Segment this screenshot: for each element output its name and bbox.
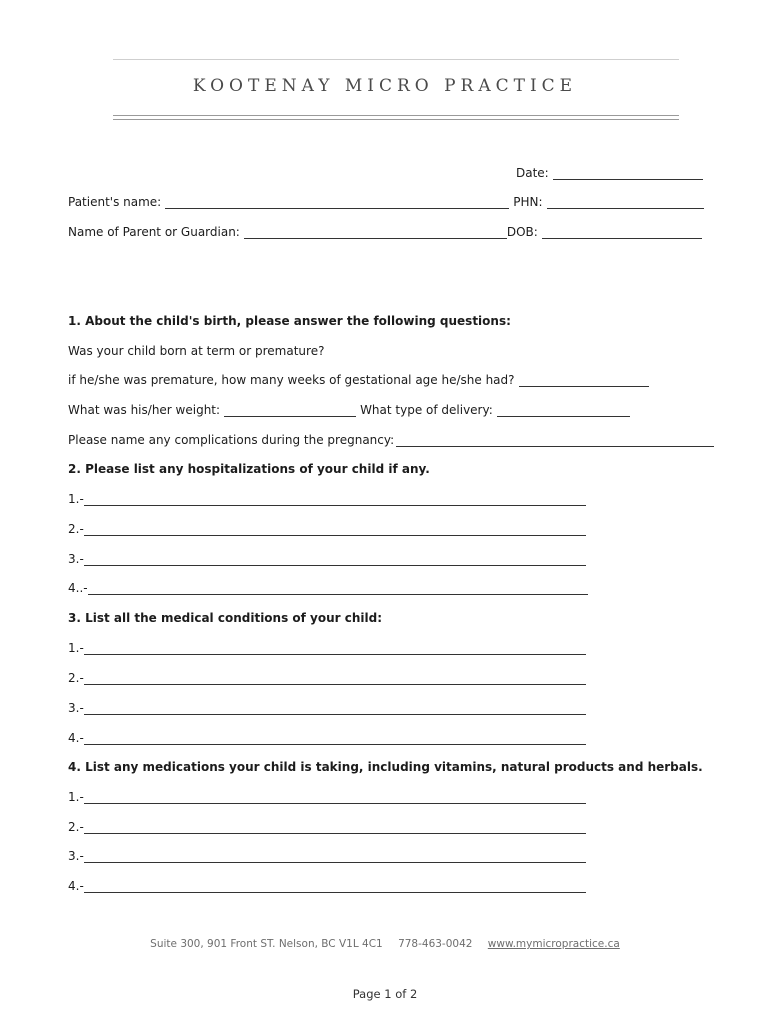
medication-field-2[interactable] bbox=[84, 822, 586, 834]
footer-address: Suite 300, 901 Front ST. Nelson, BC V1L 4C1 bbox=[150, 938, 383, 950]
condition-item bbox=[68, 731, 586, 745]
condition-item bbox=[68, 641, 586, 655]
condition-field-1[interactable] bbox=[84, 643, 586, 655]
complications-field[interactable] bbox=[396, 435, 714, 447]
hospitalization-field-2[interactable] bbox=[84, 524, 586, 536]
patient-name-label: Patient's name: bbox=[68, 195, 162, 209]
hospitalization-field-1[interactable] bbox=[84, 494, 586, 506]
date-field[interactable] bbox=[553, 168, 703, 180]
weeks-row bbox=[68, 373, 649, 387]
condition-item bbox=[68, 671, 586, 685]
footer-website-link[interactable]: www.mymicropractice.ca bbox=[487, 938, 620, 950]
condition-item bbox=[68, 701, 586, 715]
medication-field-4[interactable] bbox=[84, 881, 586, 893]
weight-row bbox=[68, 403, 630, 417]
complications-question: Please name any complications during the pregnancy: bbox=[68, 433, 395, 447]
item-number: 1.- bbox=[68, 492, 84, 506]
condition-field-3[interactable] bbox=[84, 703, 586, 715]
patient-row bbox=[68, 195, 704, 209]
section1-heading: 1. About the child's birth, please answer the following questions: bbox=[68, 314, 511, 328]
medication-item bbox=[68, 879, 586, 893]
practice-title: KOOTENAY MICRO PRACTICE bbox=[192, 76, 578, 96]
item-number: 2.- bbox=[68, 671, 84, 685]
hospitalization-item bbox=[68, 552, 586, 566]
item-number: 4..- bbox=[68, 581, 88, 595]
medication-field-3[interactable] bbox=[84, 851, 586, 863]
weight-question: What was his/her weight: bbox=[68, 403, 221, 417]
hospitalization-item bbox=[68, 522, 586, 536]
guardian-label: Name of Parent or Guardian: bbox=[68, 225, 240, 239]
section4-heading: 4. List any medications your child is taking, including vitamins, natural products and herbals. bbox=[68, 760, 703, 774]
item-number: 1.- bbox=[68, 641, 84, 655]
dob-field[interactable] bbox=[542, 227, 702, 239]
hospitalization-field-4[interactable] bbox=[88, 583, 588, 595]
term-question: Was your child born at term or premature? bbox=[68, 344, 325, 358]
item-number: 1.- bbox=[68, 790, 84, 804]
phn-field[interactable] bbox=[547, 197, 704, 209]
footer bbox=[0, 938, 770, 950]
weight-field[interactable] bbox=[224, 405, 356, 417]
hospitalization-item bbox=[68, 581, 588, 595]
footer-phone: 778-463-0042 bbox=[398, 938, 473, 950]
weeks-field[interactable] bbox=[519, 375, 649, 387]
item-number: 4.- bbox=[68, 731, 84, 745]
condition-field-4[interactable] bbox=[84, 733, 586, 745]
hospitalization-field-3[interactable] bbox=[84, 554, 586, 566]
item-number: 3.- bbox=[68, 849, 84, 863]
delivery-field[interactable] bbox=[497, 405, 630, 417]
phn-label: PHN: bbox=[513, 195, 543, 209]
medication-item bbox=[68, 790, 586, 804]
item-number: 2.- bbox=[68, 522, 84, 536]
complications-row bbox=[68, 433, 714, 447]
page-number: Page 1 of 2 bbox=[352, 987, 418, 1001]
weeks-question: if he/she was premature, how many weeks of gestational age he/she had? bbox=[68, 373, 515, 387]
hospitalization-item bbox=[68, 492, 586, 506]
delivery-question: What type of delivery: bbox=[360, 403, 493, 417]
top-divider bbox=[113, 59, 679, 60]
guardian-row bbox=[68, 225, 702, 239]
section2-heading: 2. Please list any hospitalizations of your child if any. bbox=[68, 462, 430, 476]
medication-item bbox=[68, 820, 586, 834]
medication-field-1[interactable] bbox=[84, 792, 586, 804]
guardian-field[interactable] bbox=[244, 227, 507, 239]
section3-heading: 3. List all the medical conditions of your child: bbox=[68, 611, 383, 625]
item-number: 4.- bbox=[68, 879, 84, 893]
item-number: 2.- bbox=[68, 820, 84, 834]
date-row bbox=[516, 166, 703, 180]
medication-item bbox=[68, 849, 586, 863]
item-number: 3.- bbox=[68, 552, 84, 566]
title-divider bbox=[113, 115, 679, 120]
condition-field-2[interactable] bbox=[84, 673, 586, 685]
date-label: Date: bbox=[516, 166, 549, 180]
item-number: 3.- bbox=[68, 701, 84, 715]
patient-name-field[interactable] bbox=[165, 197, 509, 209]
dob-label: DOB: bbox=[506, 225, 538, 239]
